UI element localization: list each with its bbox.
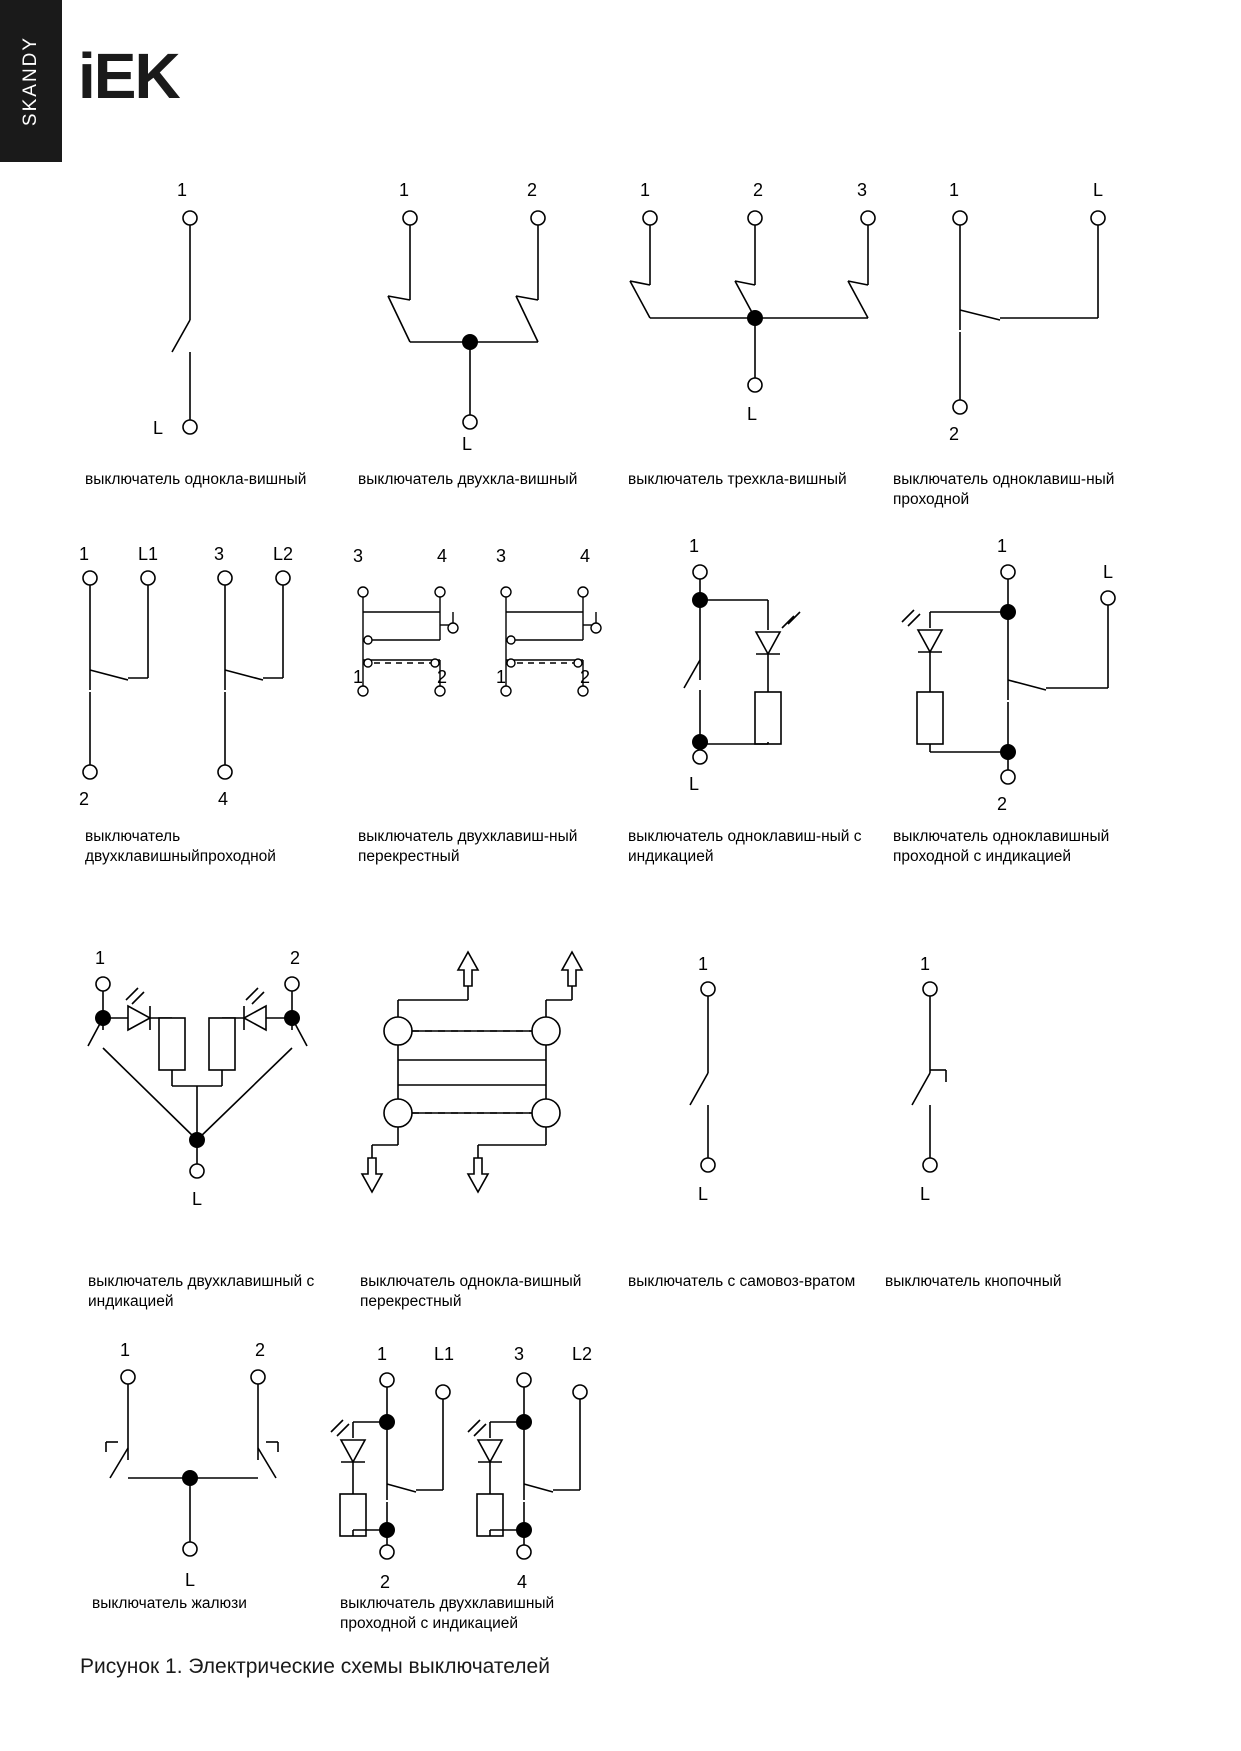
terminal-label: 3 bbox=[513, 1344, 525, 1364]
terminal-label: 3 bbox=[495, 546, 507, 566]
brand-vertical-text: SKANDY bbox=[20, 35, 41, 127]
caption-switch-1gang-pass: выключатель одноклавиш-ный проходной bbox=[893, 471, 1115, 508]
terminal-label: 2 bbox=[526, 180, 538, 200]
terminal-label: L bbox=[919, 1184, 931, 1204]
terminal-label: 2 bbox=[78, 789, 90, 809]
terminal-label: L bbox=[697, 1184, 709, 1204]
terminal-label: L bbox=[688, 774, 700, 794]
caption-switch-2gang: выключатель двухкла-вишный bbox=[358, 471, 578, 488]
caption-switch-2gang-pass-indicator: выключатель двухклавишный проходной с индикацией bbox=[340, 1595, 555, 1632]
caption-switch-1gang-indicator: выключатель одноклавиш-ный с индикацией bbox=[628, 828, 862, 865]
caption-switch-1gang: выключатель однокла-вишный bbox=[85, 471, 307, 488]
terminal-label: 1 bbox=[376, 1344, 388, 1364]
terminal-label: 1 bbox=[639, 180, 651, 200]
terminal-label: L bbox=[152, 418, 164, 438]
terminal-label: 2 bbox=[996, 794, 1008, 814]
caption-switch-3gang: выключатель трехкла-вишный bbox=[628, 471, 847, 488]
caption-switch-2gang-indicator: выключатель двухклавишный с индикацией bbox=[88, 1273, 315, 1310]
terminal-label: 4 bbox=[516, 1572, 528, 1592]
caption-switch-2gang-pass: выключатель двухклавишныйпроходной bbox=[85, 828, 276, 865]
terminal-label: 4 bbox=[436, 546, 448, 566]
terminal-label: 2 bbox=[579, 667, 591, 687]
terminal-label: 1 bbox=[78, 544, 90, 564]
terminal-label: L bbox=[184, 1570, 196, 1590]
terminal-label: 1 bbox=[119, 1340, 131, 1360]
terminal-label: 1 bbox=[948, 180, 960, 200]
caption-switch-self-return: выключатель с самовоз-вратом bbox=[628, 1273, 856, 1290]
terminal-label: 1 bbox=[352, 667, 364, 687]
terminal-label: 1 bbox=[495, 667, 507, 687]
terminal-label: L bbox=[191, 1189, 203, 1209]
caption-switch-1gang-pass-indicator: выключатель одноклавишный проходной с индикацией bbox=[893, 828, 1110, 865]
terminal-label: 1 bbox=[688, 536, 700, 556]
terminal-label: L bbox=[1102, 562, 1114, 582]
terminal-label: L2 bbox=[571, 1344, 593, 1364]
terminal-label: L bbox=[746, 404, 758, 424]
figure-title: Рисунок 1. Электрические схемы выключателей bbox=[80, 1655, 550, 1678]
terminal-label: L2 bbox=[272, 544, 294, 564]
terminal-label: L bbox=[1092, 180, 1104, 200]
terminal-label: L1 bbox=[433, 1344, 455, 1364]
terminal-label: 2 bbox=[379, 1572, 391, 1592]
terminal-label: 3 bbox=[856, 180, 868, 200]
terminal-label: 3 bbox=[352, 546, 364, 566]
iek-logo: iEK bbox=[78, 40, 179, 112]
terminal-label: 2 bbox=[752, 180, 764, 200]
terminal-label: 4 bbox=[217, 789, 229, 809]
terminal-label: 2 bbox=[948, 424, 960, 444]
caption-switch-button: выключатель кнопочный bbox=[885, 1273, 1062, 1290]
terminal-label: 3 bbox=[213, 544, 225, 564]
terminal-label: 2 bbox=[289, 948, 301, 968]
terminal-label: 2 bbox=[436, 667, 448, 687]
terminal-label: 1 bbox=[398, 180, 410, 200]
terminal-label: L bbox=[461, 434, 473, 454]
terminal-label: 1 bbox=[176, 180, 188, 200]
terminal-label: 1 bbox=[919, 954, 931, 974]
terminal-label: 4 bbox=[579, 546, 591, 566]
terminal-label: 1 bbox=[697, 954, 709, 974]
terminal-label: 2 bbox=[254, 1340, 266, 1360]
caption-switch-2gang-cross: выключатель двухклавиш-ный перекрестный bbox=[358, 828, 578, 865]
terminal-label: 1 bbox=[996, 536, 1008, 556]
terminal-label: 1 bbox=[94, 948, 106, 968]
caption-switch-blinds: выключатель жалюзи bbox=[92, 1595, 247, 1612]
terminal-label: L1 bbox=[137, 544, 159, 564]
caption-switch-1gang-cross: выключатель однокла-вишный перекрестный bbox=[360, 1273, 582, 1310]
